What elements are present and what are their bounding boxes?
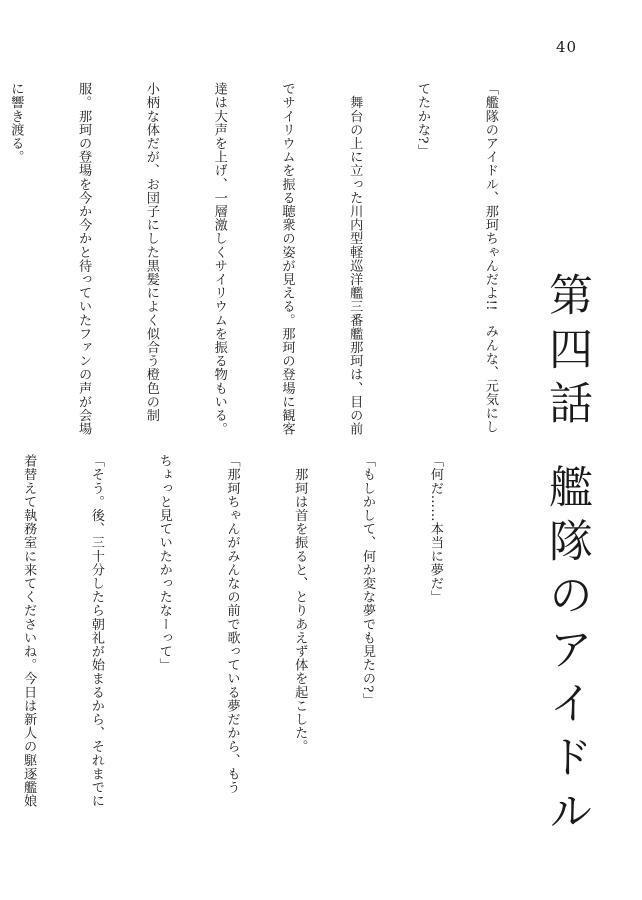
text-line: 達は大声を上げ、一層激しくサイリウムを振る物もいる。: [211, 82, 227, 436]
text-line: 着替えて執務室に来てくださいね。今日は新人の駆逐艦娘: [21, 454, 37, 808]
body-text-bottom: [0, 454, 491, 834]
text-line: 服。那珂の登場を今か今かと待っていたファンの声が会場: [76, 82, 92, 436]
chapter-title: 艦隊のアイドル: [541, 464, 592, 842]
text-line: 「もしかして、何か変な夢でも見たの?」: [360, 454, 376, 707]
text-line: 「何だ……本当に夢だ」: [427, 454, 443, 604]
chapter-number: 第四話: [541, 272, 592, 434]
text-line: 「那珂ちゃんがみんなの前で歌っている夢だから、もう: [224, 454, 240, 794]
text-line: 小柄な体だが、お団子にした黒髪によく似合う橙色の制: [143, 82, 159, 422]
text-line: でサイリウムを振る聴衆の姿が見える。那珂の登場に観客: [279, 82, 295, 436]
text-line: 舞台の上に立った川内型軽巡洋艦三番艦那珂は、目の前: [347, 82, 363, 436]
body-text-top: [0, 82, 546, 462]
text-line: 那珂は首を振ると、とりあえず体を起こした。: [292, 454, 308, 754]
text-line: 「そう。後、三十分したら朝礼が始まるから、それまでに: [88, 454, 104, 808]
text-line: ちょっと見ていたかったなーって」: [156, 454, 172, 672]
text-line: てたかな?」: [415, 82, 431, 158]
page-number: 40: [556, 38, 578, 56]
text-line: に響き渡る。: [8, 82, 24, 164]
text-line: 「艦隊のアイドル、那珂ちゃんだよ!! みんな、元気にし: [482, 82, 498, 434]
